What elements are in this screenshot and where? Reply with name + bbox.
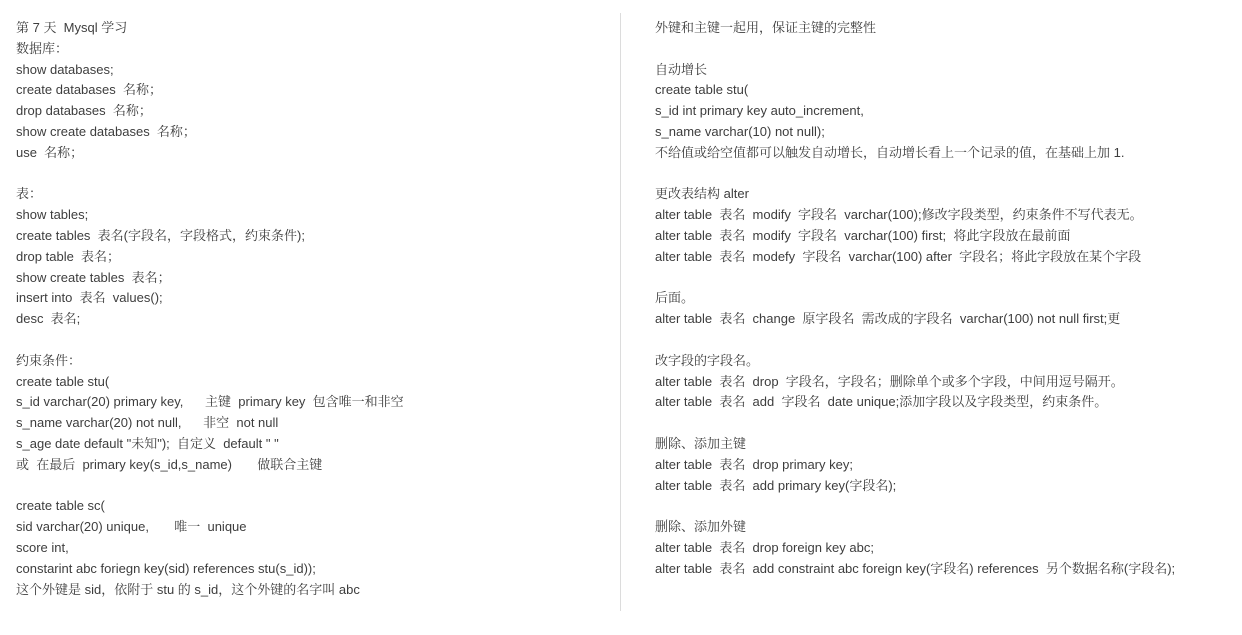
doc-line: alter table 表名 add constraint abc foreign key(字段名) references 另个数据名称(字段名); [655, 560, 1176, 576]
doc-line: alter table 表名 add 字段名 date unique;添加字段以及字段类型，约束条件。 [655, 394, 1108, 410]
doc-line: sid varchar(20) unique, 唯一 unique [16, 519, 247, 535]
doc-line [655, 330, 1230, 351]
doc-line: 后面。 [655, 290, 695, 306]
doc-line: s_name varchar(10) not null); [655, 123, 825, 139]
left-column [16, 18, 601, 600]
doc-line: desc 表名; [16, 311, 81, 327]
doc-line: alter table 表名 drop 字段名，字段名；删除单个或多个字段，中间用逗号隔开。 [655, 373, 1124, 389]
doc-line [655, 39, 1230, 60]
doc-line: s_age date default "未知"); 自定义 default " " [16, 435, 279, 451]
doc-line: alter table 表名 drop primary key; [655, 456, 853, 472]
doc-line: drop table 表名； [16, 248, 121, 264]
doc-line: 这个外键是 sid，依附于 stu 的 s_id，这个外键的名字叫 abc [16, 581, 360, 597]
doc-line: alter table 表名 add primary key(字段名); [655, 477, 897, 493]
doc-line: 自动增长 [655, 61, 708, 77]
doc-line [655, 268, 1230, 289]
doc-line: 删除、添加外键 [655, 519, 747, 535]
doc-line: create table stu( [655, 82, 749, 98]
doc-line: drop databases 名称； [16, 103, 152, 119]
doc-line [655, 164, 1230, 185]
doc-line: alter table 表名 change 原字段名 需改成的字段名 varchar(100) not null first;更 [655, 311, 1121, 327]
doc-line: create table sc( [16, 498, 105, 514]
doc-line: 外键和主键一起用，保证主键的完整性 [655, 20, 877, 35]
doc-line: 约束条件： [16, 352, 82, 368]
doc-line: insert into 表名 values(); [16, 290, 163, 306]
doc-line: score int, [16, 539, 69, 555]
doc-line: show databases; [16, 61, 114, 77]
doc-line: create databases 名称； [16, 82, 162, 98]
doc-line [16, 164, 601, 185]
doc-line: 更改表结构 alter [655, 186, 749, 202]
doc-line: alter table 表名 modify 字段名 varchar(100);修改字段类型，约束条件不写代表无。 [655, 207, 1143, 223]
doc-line: 第 7 天 Mysql 学习 [16, 20, 128, 35]
column-divider [620, 13, 621, 611]
doc-line: s_name varchar(20) not null, 非空 not null [16, 415, 279, 431]
doc-line [655, 496, 1230, 517]
doc-line: alter table 表名 modefy 字段名 varchar(100) after 字段名；将此字段放在某个字段 [655, 248, 1142, 264]
doc-line: show tables; [16, 207, 89, 223]
doc-line: 删除、添加主键 [655, 435, 747, 451]
doc-line: alter table 表名 modify 字段名 varchar(100) first; 将此字段放在最前面 [655, 227, 1071, 243]
doc-line [16, 330, 601, 351]
right-column [655, 18, 1230, 580]
doc-line: constarint abc foriegn key(sid) references stu(s_id)); [16, 560, 316, 576]
doc-line: 数据库： [16, 40, 69, 56]
doc-line: s_id varchar(20) primary key, 主键 primary key 包含唯一和非空 [16, 394, 404, 410]
doc-line: s_id int primary key auto_increment, [655, 103, 864, 119]
doc-line: 表： [16, 186, 43, 202]
doc-line [16, 476, 601, 497]
doc-line [655, 413, 1230, 434]
doc-line: alter table 表名 drop foreign key abc; [655, 539, 874, 555]
doc-line: show create databases 名称； [16, 123, 196, 139]
doc-line: create tables 表名(字段名，字段格式，约束条件); [16, 227, 305, 243]
doc-line: 不给值或给空值都可以触发自动增长，自动增长看上一个记录的值，在基础上加 1. [655, 144, 1125, 160]
doc-line: use 名称； [16, 144, 84, 160]
doc-line: show create tables 表名； [16, 269, 171, 285]
doc-line: create table stu( [16, 373, 110, 389]
doc-line: 或 在最后 primary key(s_id,s_name) 做联合主键 [16, 456, 323, 472]
doc-line: 改字段的字段名。 [655, 352, 760, 368]
